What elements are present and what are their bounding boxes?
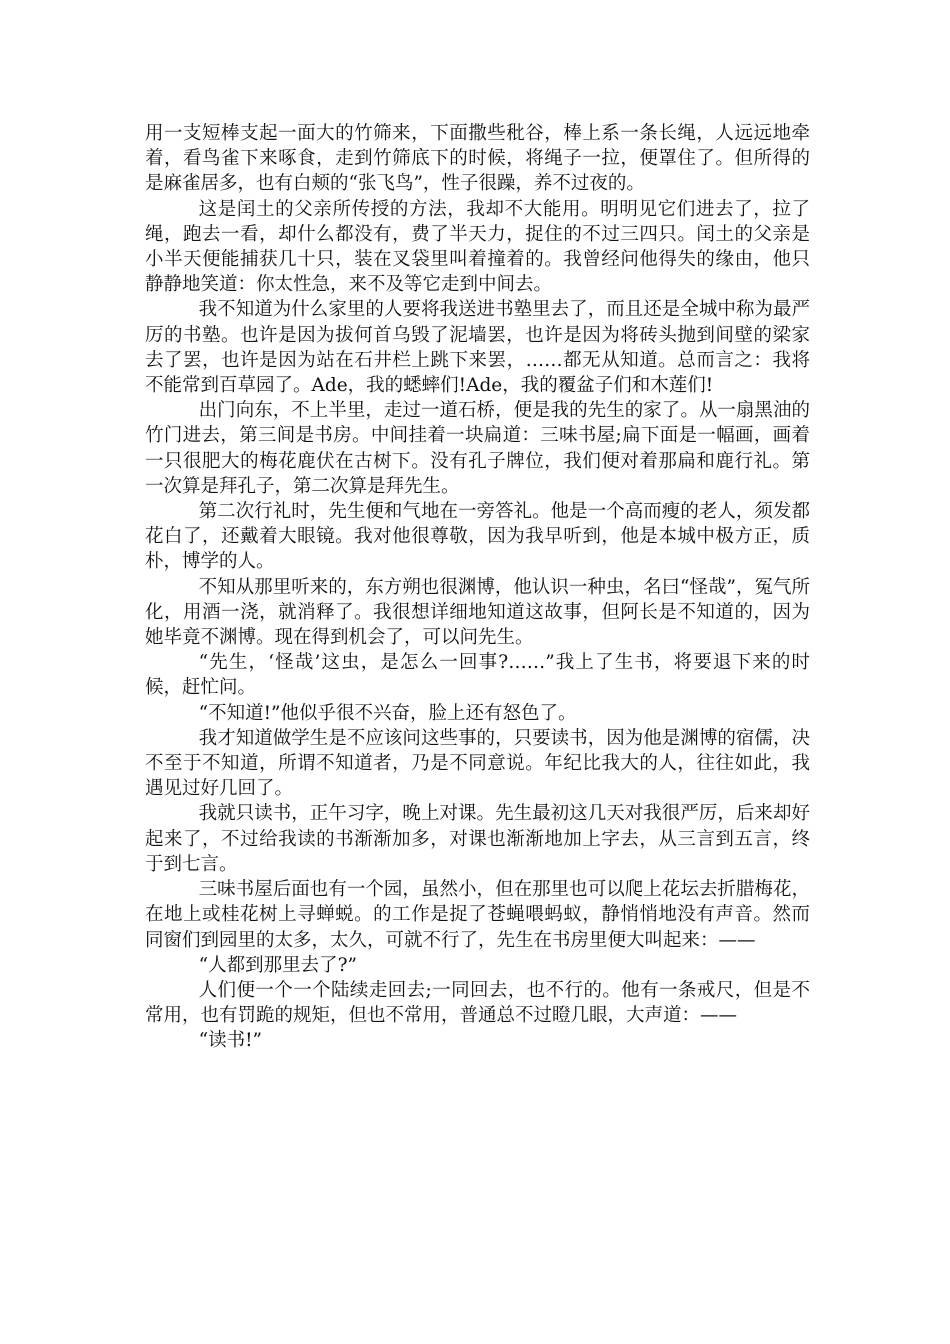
paragraph: 我不知道为什么家里的人要将我送进书塾里去了，而且还是全城中称为最严厉的书塾。也许是因为拔何首乌毁了泥墙罢，也许是因为将砖头抛到间壁的梁家去了罢，也许是因为站在石井栏上跳下来罢，……都无从知道。总而言之：我将不能常到百草园了。Ade，我的蟋蟀们!Ade，我的覆盆子们和木莲们!: [145, 299, 810, 397]
paragraph: 用一支短棒支起一面大的竹筛来，下面撒些秕谷，棒上系一条长绳，人远远地牵着，看鸟雀下来啄食，走到竹筛底下的时候，将绳子一拉，便罩住了。但所得的是麻雀居多，也有白颊的“张飞鸟”，性子很躁，养不过夜的。: [145, 123, 810, 195]
paragraph: 第二次行礼时，先生便和气地在一旁答礼。他是一个高而瘦的老人，须发都花白了，还戴着大眼镜。我对他很尊敬，因为我早听到，他是本城中极方正，质朴，博学的人。: [145, 501, 810, 573]
paragraph: 这是闰土的父亲所传授的方法，我却不大能用。明明见它们进去了，拉了绳，跑去一看，却什么都没有，费了半天力，捉住的不过三四只。闰土的父亲是小半天便能捕获几十只，装在叉袋里叫着撞着的。我曾经问他得失的缘由，他只静静地笑道：你太性急，来不及等它走到中间去。: [145, 198, 810, 296]
paragraph: 我才知道做学生是不应该问这些事的，只要读书，因为他是渊博的宿儒，决不至于不知道，所谓不知道者，乃是不同意说。年纪比我大的人，往往如此，我遇见过好几回了。: [145, 727, 810, 800]
paragraph: 出门向东，不上半里，走过一道石桥，便是我的先生的家了。从一扇黑油的竹门进去，第三间是书房。中间挂着一块扁道：三味书屋;扁下面是一幅画，画着一只很肥大的梅花鹿伏在古树下。没有孔子牌位，我们便对着那扁和鹿行礼。第一次算是拜孔子，第二次算是拜先生。: [145, 400, 810, 497]
paragraph: “读书!”: [198, 1030, 262, 1052]
document-page: [145, 121, 810, 1054]
paragraph: 人们便一个一个陆续走回去;一同回去，也不行的。他有一条戒尺，但是不常用，也有罚跪的规矩，但也不常用，普通总不过瞪几眼，大声道：——: [145, 979, 810, 1027]
paragraph: 三味书屋后面也有一个园，虽然小，但在那里也可以爬上花坛去折腊梅花，在地上或桂花树上寻蝉蜕。的工作是捉了苍蝇喂蚂蚁，静悄悄地没有声音。然而同窗们到园里的太多，太久，可就不行了，先生在书房里便大叫起来：——: [145, 879, 810, 951]
paragraph: 不知从那里听来的，东方朔也很渊博，他认识一种虫，名曰“怪哉”，冤气所化，用酒一浇，就消释了。我很想详细地知道这故事，但阿长是不知道的，因为她毕竟不渊博。现在得到机会了，可以问先生。: [145, 576, 810, 649]
paragraph: “先生，‘怪哉’这虫，是怎么一回事?……”我上了生书，将要退下来的时候，赶忙问。: [145, 652, 810, 699]
paragraph: “不知道!”他似乎很不兴奋，脸上还有怒色了。: [198, 702, 577, 724]
paragraph: 我就只读书，正午习字，晚上对课。先生最初这几天对我很严厉，后来却好起来了，不过给我读的书渐渐加多，对课也渐渐地加上字去，从三言到五言，终于到七言。: [145, 803, 810, 875]
paragraph: “人都到那里去了?”: [198, 954, 357, 976]
